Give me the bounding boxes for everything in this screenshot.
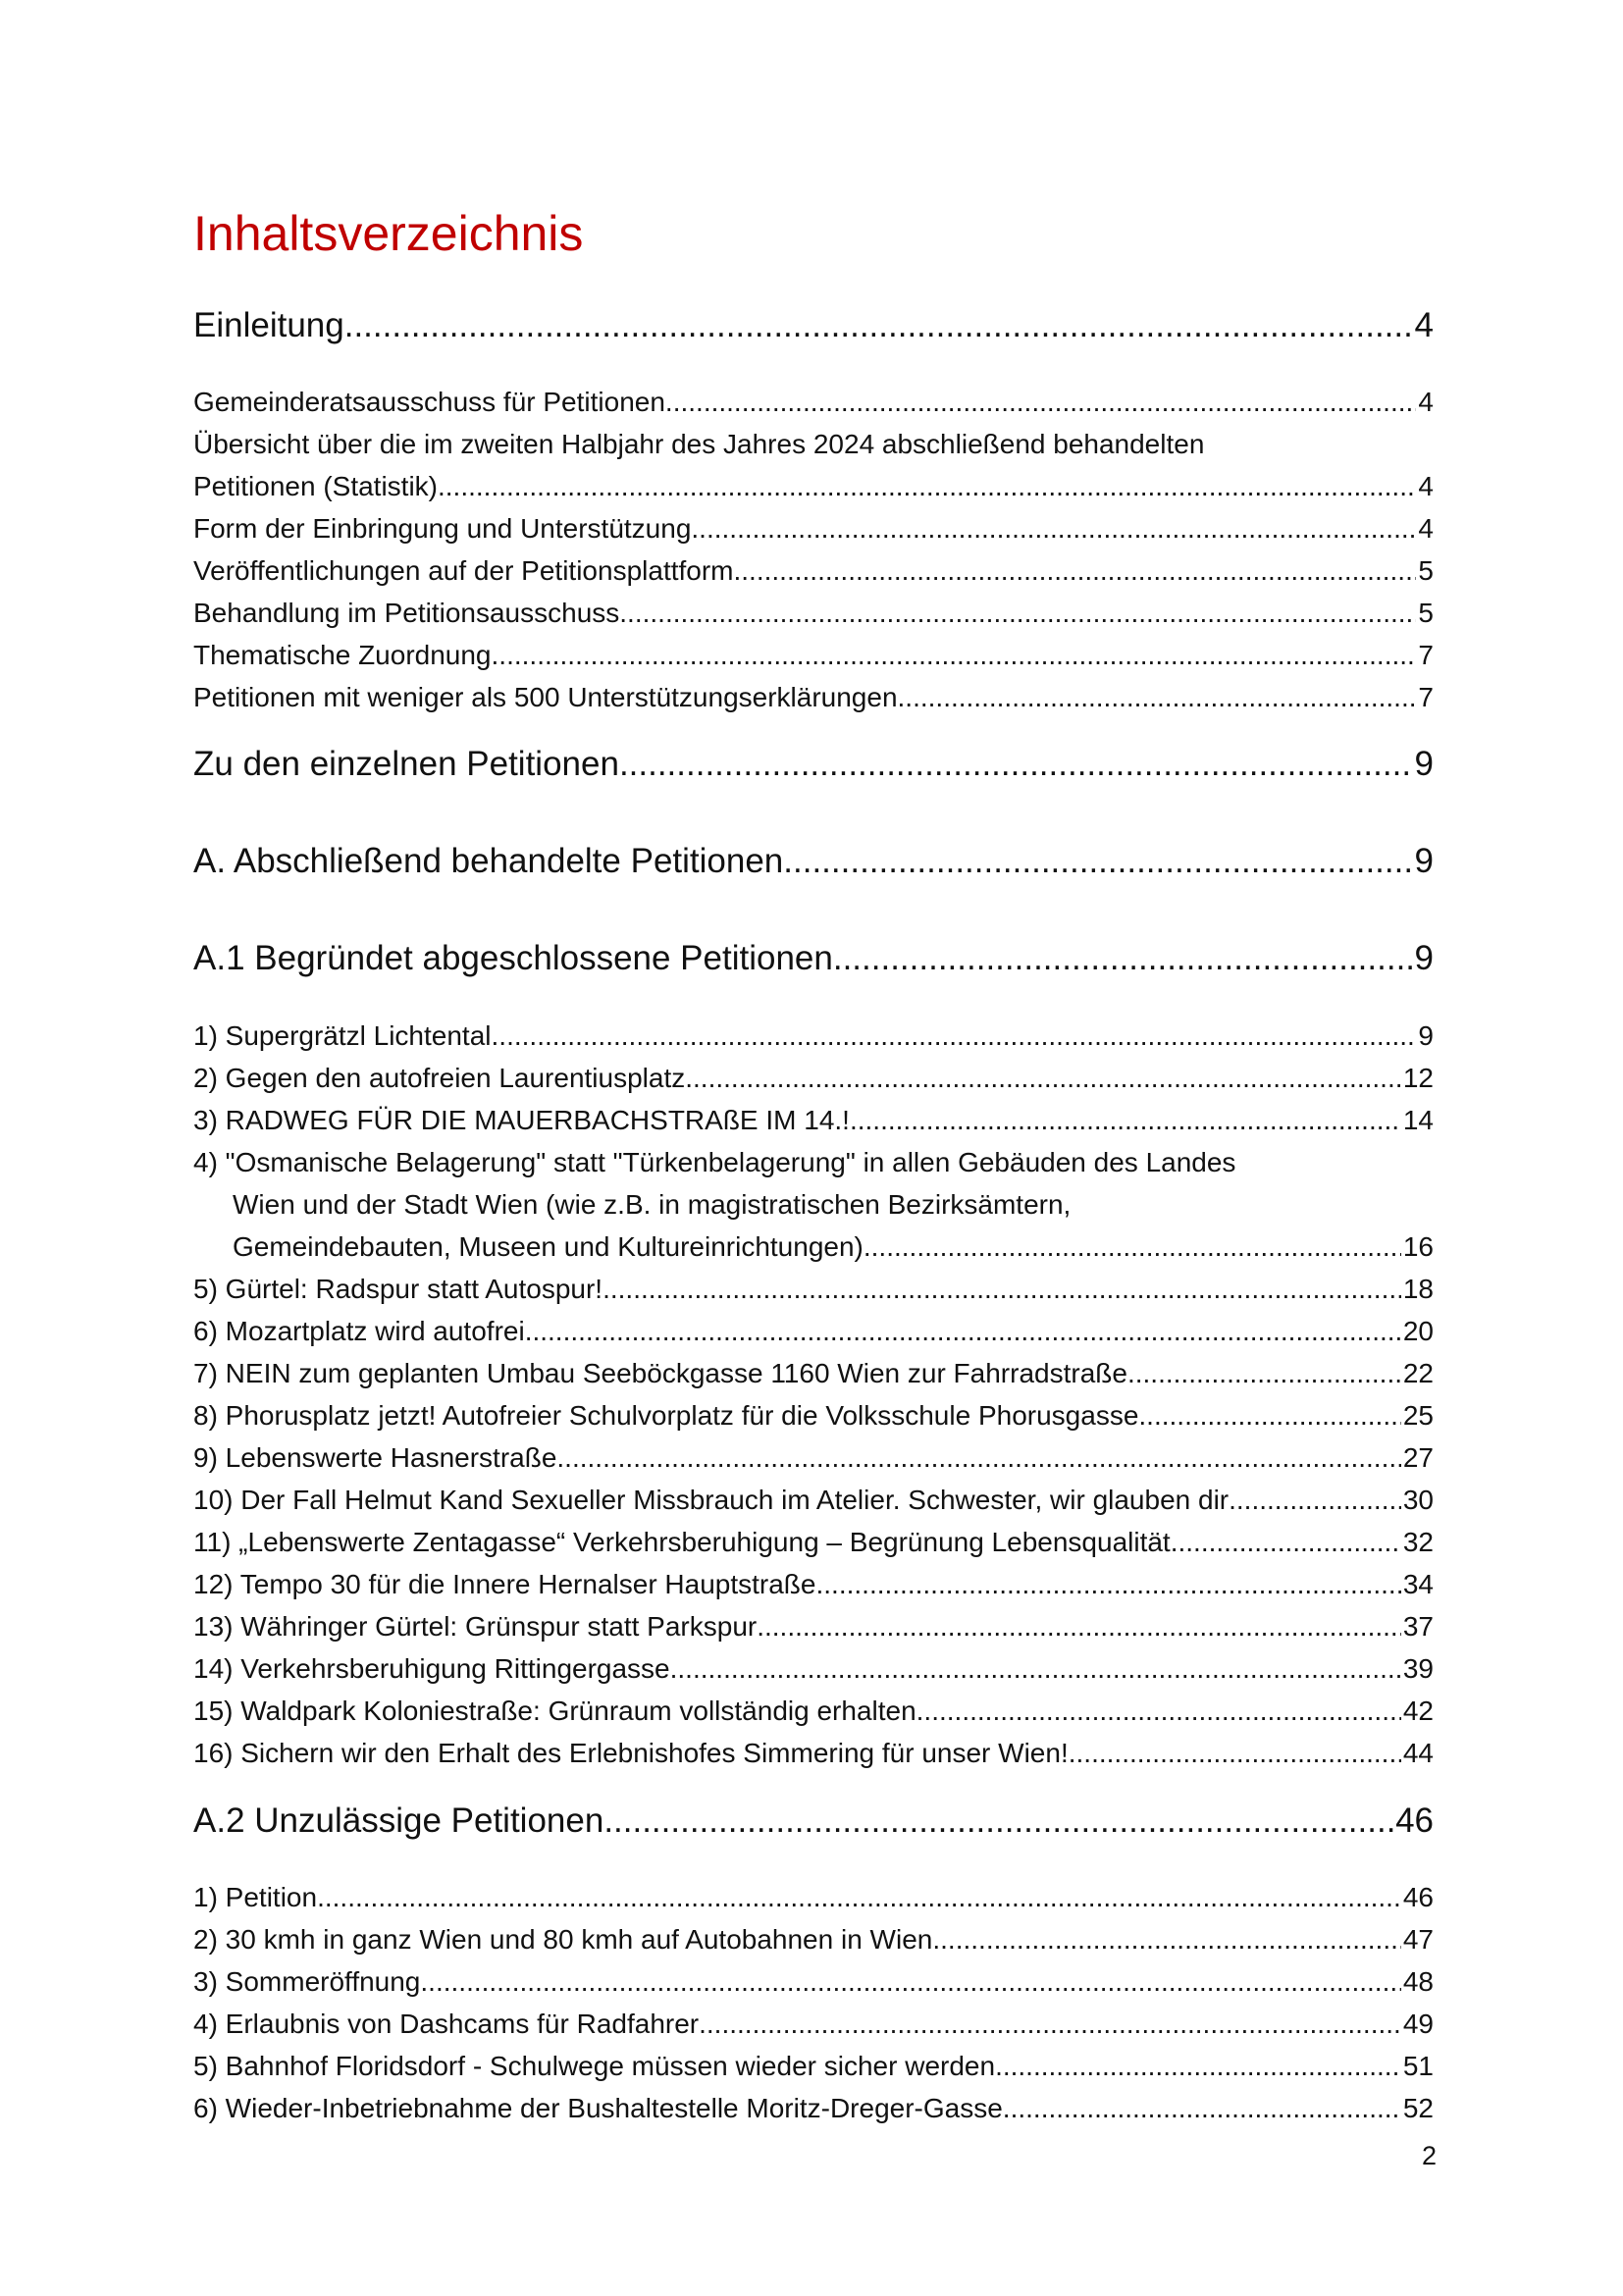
toc-entry[interactable] — [193, 1651, 1434, 1687]
toc-entry-label: A.2 Unzulässige Petitionen — [193, 1801, 604, 1840]
toc-entry[interactable] — [233, 1229, 1434, 1265]
toc-leader-dots — [685, 1061, 1401, 1096]
toc-leader-dots — [492, 638, 1417, 673]
toc-entry[interactable] — [193, 1440, 1434, 1476]
toc-leader-dots — [1069, 1736, 1401, 1771]
toc-leader-dots — [833, 937, 1413, 980]
toc-entry[interactable] — [193, 1398, 1434, 1434]
toc-entry-page: 5 — [1418, 555, 1434, 586]
toc-entry-page: 4 — [1418, 513, 1434, 544]
toc-entry-label: Petitionen (Statistik) — [193, 471, 438, 501]
toc-entry-page: 9 — [1418, 1020, 1434, 1051]
toc-entry-page: 32 — [1402, 1527, 1434, 1557]
toc-entry-label: Veröffentlichungen auf der Petitionsplattform — [193, 555, 734, 586]
toc-entry-label: A.1 Begründet abgeschlossene Petitionen — [193, 939, 833, 977]
toc-entry-page: 5 — [1418, 598, 1434, 628]
toc-leader-dots — [619, 596, 1416, 631]
toc-entry-label: 3) RADWEG FÜR DIE MAUERBACHSTRAßE IM 14.! — [193, 1105, 850, 1135]
toc-entry-page: 48 — [1402, 1966, 1434, 1997]
toc-entry[interactable] — [193, 1964, 1434, 2000]
toc-entry-label: 7) NEIN zum geplanten Umbau Seeböckgasse 1160 Wien zur Fahrradstraße — [193, 1358, 1127, 1388]
toc-entry[interactable] — [193, 553, 1434, 589]
toc-entry-label: 1) Petition — [193, 1882, 318, 1912]
toc-entry[interactable] — [193, 2007, 1434, 2042]
toc-entry-page: 51 — [1402, 2051, 1434, 2081]
toc-entry[interactable] — [193, 2091, 1434, 2126]
toc-leader-dots — [898, 680, 1417, 715]
toc-entry-page: 9 — [1414, 939, 1434, 977]
toc-entry-label: 11) „Lebenswerte Zentagasse“ Verkehrsberuhigung – Begrünung Lebensqualität — [193, 1527, 1171, 1557]
toc-entry[interactable] — [193, 1061, 1434, 1096]
toc-entry-page: 44 — [1402, 1738, 1434, 1768]
toc-entry-label: 10) Der Fall Helmut Kand Sexueller Missbrauch im Atelier. Schwester, wir glauben dir — [193, 1485, 1230, 1515]
toc-leader-dots — [619, 743, 1413, 786]
toc-leader-dots — [1138, 1398, 1400, 1434]
toc-entry-zu-den-einzelnen-petitionen[interactable] — [193, 743, 1434, 786]
toc-entry-page: 37 — [1402, 1611, 1434, 1642]
toc-entry-page: 25 — [1402, 1400, 1434, 1431]
toc-entry-page: 16 — [1402, 1231, 1434, 1262]
toc-entry[interactable] — [193, 1922, 1434, 1957]
toc-leader-dots — [864, 1229, 1401, 1265]
toc-leader-dots — [1003, 2091, 1401, 2126]
toc-entry-page: 4 — [1418, 387, 1434, 417]
toc-entry-page: 46 — [1402, 1882, 1434, 1912]
toc-entry-label: 14) Verkehrsberuhigung Rittingergasse — [193, 1653, 670, 1684]
toc-leader-dots — [665, 385, 1417, 420]
toc-entry-page: 7 — [1418, 640, 1434, 670]
toc-entry-label: 15) Waldpark Koloniestraße: Grünraum vollständig erhalten — [193, 1696, 916, 1726]
toc-entry-page: 46 — [1395, 1801, 1434, 1840]
toc-entry-label: 3) Sommeröffnung — [193, 1966, 421, 1997]
toc-entry-section-a[interactable] — [193, 840, 1434, 883]
toc-entry[interactable] — [193, 1356, 1434, 1391]
toc-entry-section-a2[interactable] — [193, 1800, 1434, 1843]
toc-entry[interactable] — [193, 385, 1434, 420]
toc-entry-label: 1) Supergrätzl Lichtental — [193, 1020, 492, 1051]
toc-entry[interactable] — [193, 596, 1434, 631]
toc-entry[interactable] — [193, 1609, 1434, 1644]
toc-leader-dots — [783, 840, 1412, 883]
toc-leader-dots — [1229, 1483, 1401, 1518]
toc-entry[interactable] — [193, 1567, 1434, 1602]
toc-entry[interactable] — [193, 1314, 1434, 1349]
toc-entry-page: 42 — [1402, 1696, 1434, 1726]
toc-entry[interactable] — [193, 1694, 1434, 1729]
toc-entry-page: 9 — [1414, 745, 1434, 783]
toc-entry[interactable] — [193, 1880, 1434, 1915]
toc-leader-dots — [1127, 1356, 1401, 1391]
page-title: Inhaltsverzeichnis — [193, 206, 584, 261]
toc-leader-dots — [525, 1314, 1401, 1349]
toc-leader-dots — [556, 1440, 1400, 1476]
toc-leader-dots — [916, 1694, 1401, 1729]
toc-entry-label: 2) Gegen den autofreien Laurentiusplatz — [193, 1063, 686, 1093]
toc-leader-dots — [438, 469, 1416, 504]
toc-entry[interactable] — [193, 2049, 1434, 2084]
toc-entry-label: 4) Erlaubnis von Dashcams für Radfahrer — [193, 2009, 700, 2039]
toc-entry-label: Einleitung — [193, 306, 344, 344]
toc-entry[interactable] — [193, 1525, 1434, 1560]
toc-leader-dots — [670, 1651, 1401, 1687]
toc-entry-page: 52 — [1402, 2093, 1434, 2123]
toc-entry[interactable] — [193, 638, 1434, 673]
toc-entry[interactable] — [193, 469, 1434, 504]
toc-entry-page: 12 — [1402, 1063, 1434, 1093]
toc-entry-label: Behandlung im Petitionsausschuss — [193, 598, 620, 628]
toc-entry-label: A. Abschließend behandelte Petitionen — [193, 842, 784, 880]
toc-leader-dots — [691, 511, 1416, 547]
toc-entry[interactable] — [193, 680, 1434, 715]
toc-leader-dots — [602, 1272, 1401, 1307]
toc-entry[interactable] — [193, 1103, 1434, 1138]
toc-entry-label: 16) Sichern wir den Erhalt des Erlebnishofes Simmering für unser Wien! — [193, 1738, 1069, 1768]
toc-leader-dots — [317, 1880, 1401, 1915]
toc-entry-line[interactable]: 4) "Osmanische Belagerung" statt "Türkenbelagerung" in allen Gebäuden des Landes — [193, 1147, 1236, 1177]
toc-entry-page: 18 — [1402, 1274, 1434, 1304]
toc-leader-dots — [995, 2049, 1401, 2084]
toc-leader-dots — [492, 1018, 1417, 1054]
toc-entry-page: 27 — [1402, 1442, 1434, 1473]
toc-entry-label: Thematische Zuordnung — [193, 640, 492, 670]
toc-entry-line[interactable]: Wien und der Stadt Wien (wie z.B. in magistratischen Bezirksämtern, — [233, 1189, 1072, 1220]
toc-entry-page: 4 — [1414, 306, 1434, 344]
toc-leader-dots — [699, 2007, 1401, 2042]
toc-entry-label: Form der Einbringung und Unterstützung — [193, 513, 692, 544]
toc-entry[interactable] — [193, 1483, 1434, 1518]
toc-entry-label: 9) Lebenswerte Hasnerstraße — [193, 1442, 557, 1473]
toc-entry-label: Gemeindebauten, Museen und Kultureinrichtungen) — [233, 1231, 864, 1262]
toc-leader-dots — [932, 1922, 1400, 1957]
toc-entry-label: 8) Phorusplatz jetzt! Autofreier Schulvorplatz für die Volksschule Phorusgasse — [193, 1400, 1139, 1431]
toc-entry-label: 6) Mozartplatz wird autofrei — [193, 1316, 525, 1346]
toc-entry-section-a1[interactable] — [193, 937, 1434, 980]
toc-entry-label: 5) Gürtel: Radspur statt Autospur! — [193, 1274, 603, 1304]
toc-entry-page: 49 — [1402, 2009, 1434, 2039]
toc-entry[interactable] — [193, 1736, 1434, 1771]
toc-entry-page: 14 — [1402, 1105, 1434, 1135]
toc-leader-dots — [734, 553, 1417, 589]
toc-entry-label: 5) Bahnhof Floridsdorf - Schulwege müssen wieder sicher werden — [193, 2051, 996, 2081]
toc-leader-dots — [420, 1964, 1400, 2000]
toc-leader-dots — [344, 304, 1413, 347]
toc-leader-dots — [1171, 1525, 1401, 1560]
toc-entry-label: 2) 30 kmh in ganz Wien und 80 kmh auf Autobahnen in Wien — [193, 1924, 933, 1955]
toc-entry-page: 22 — [1402, 1358, 1434, 1388]
toc-entry[interactable] — [193, 1272, 1434, 1307]
toc-entry-label: 13) Währinger Gürtel: Grünspur statt Parkspur — [193, 1611, 758, 1642]
page-number: 2 — [1421, 2141, 1437, 2170]
toc-entry[interactable] — [193, 1018, 1434, 1054]
toc-entry-page: 7 — [1418, 682, 1434, 712]
toc-entry-page: 47 — [1402, 1924, 1434, 1955]
toc-entry-label: 12) Tempo 30 für die Innere Hernalser Hauptstraße — [193, 1569, 816, 1599]
toc-entry-einleitung[interactable] — [193, 304, 1434, 347]
toc-entry-label: Zu den einzelnen Petitionen — [193, 745, 619, 783]
toc-entry-page: 30 — [1402, 1485, 1434, 1515]
toc-entry-label: Petitionen mit weniger als 500 Unterstützungserklärungen — [193, 682, 898, 712]
toc-entry-label: Gemeinderatsausschuss für Petitionen — [193, 387, 665, 417]
toc-entry[interactable] — [193, 511, 1434, 547]
toc-entry-page: 9 — [1414, 842, 1434, 880]
toc-leader-dots — [757, 1609, 1401, 1644]
toc-entry-page: 34 — [1402, 1569, 1434, 1599]
toc-entry-page: 39 — [1402, 1653, 1434, 1684]
toc-entry-page: 20 — [1402, 1316, 1434, 1346]
toc-entry-page: 4 — [1418, 471, 1434, 501]
toc-entry-line[interactable]: Übersicht über die im zweiten Halbjahr des Jahres 2024 abschließend behandelten — [193, 429, 1205, 459]
toc-leader-dots — [850, 1103, 1401, 1138]
toc-leader-dots — [603, 1800, 1393, 1843]
toc-entry-label: 6) Wieder-Inbetriebnahme der Bushaltestelle Moritz-Dreger-Gasse — [193, 2093, 1003, 2123]
toc-leader-dots — [815, 1567, 1400, 1602]
